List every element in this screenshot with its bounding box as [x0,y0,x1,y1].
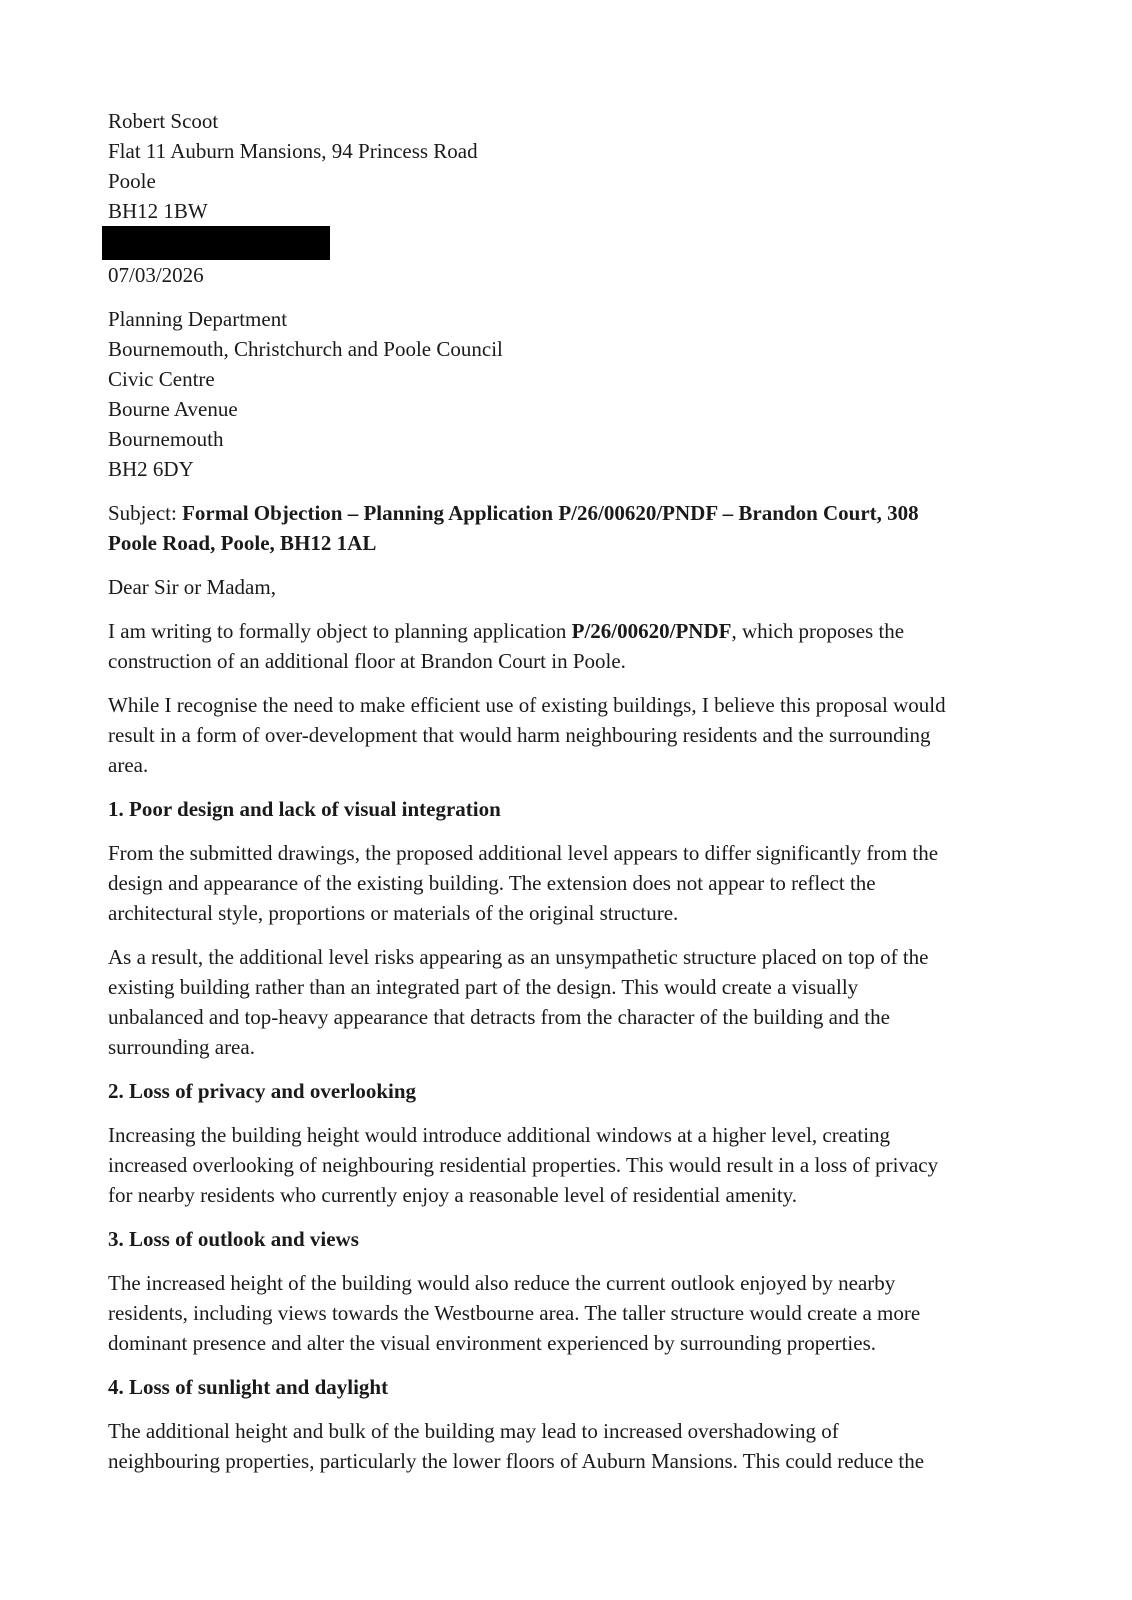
recipient-street: Bourne Avenue [108,397,238,421]
paragraph-line: Increasing the building height would introduce additional windows at a higher level, creating [108,1123,891,1147]
salutation: Dear Sir or Madam, [108,575,276,599]
intro-text-pre: I am writing to formally object to planning application [108,619,572,643]
paragraph-line: existing building rather than an integrated part of the design. This would create a visually [108,975,859,999]
intro-text-post: , which proposes the [731,619,905,643]
paragraph-line: surrounding area. [108,1035,255,1059]
section-paragraph [108,942,1026,1062]
application-reference: P/26/00620/PNDF [571,619,732,643]
section-heading-sunlight: 4. Loss of sunlight and daylight [108,1375,389,1399]
paragraph-line: As a result, the additional level risks appearing as an unsympathetic structure placed on top of the [108,945,929,969]
section-paragraph [108,838,1026,928]
paragraph-line: area. [108,753,149,777]
letter-date: 07/03/2026 [108,263,204,287]
sender-address [108,106,1026,226]
recipient-building: Civic Centre [108,367,215,391]
paragraph-line: for nearby residents who currently enjoy a reasonable level of residential amenity. [108,1183,798,1207]
section-paragraph [108,1416,1026,1476]
recipient-department: Planning Department [108,307,288,331]
section-heading-privacy: 2. Loss of privacy and overlooking [108,1079,417,1103]
recipient-council: Bournemouth, Christchurch and Poole Council [108,337,503,361]
redaction-bar [102,226,330,260]
paragraph-line: The additional height and bulk of the building may lead to increased overshadowing of [108,1419,839,1443]
intro-text-line2: construction of an additional floor at Brandon Court in Poole. [108,649,626,673]
intro-paragraph [108,616,1026,676]
section-paragraph [108,1268,1026,1358]
paragraph-line: design and appearance of the existing building. The extension does not appear to reflect the [108,871,876,895]
recipient-town: Bournemouth [108,427,224,451]
recipient-address [108,304,1026,484]
paragraph-line: The increased height of the building would also reduce the current outlook enjoyed by nearby [108,1271,896,1295]
paragraph-line: From the submitted drawings, the proposed additional level appears to differ significantly from the [108,841,939,865]
letter-body [108,106,1026,1476]
paragraph-line: neighbouring properties, particularly the lower floors of Auburn Mansions. This could reduce the [108,1449,925,1473]
paragraph-line: dominant presence and alter the visual environment experienced by surrounding properties. [108,1331,876,1355]
sender-address-line: Flat 11 Auburn Mansions, 94 Princess Road [108,139,478,163]
subject-text-1: Formal Objection – Planning Application P/26/00620/PNDF – Brandon Court, 308 [182,501,919,525]
subject-text-2: Poole Road, Poole, BH12 1AL [108,531,377,555]
paragraph-line: residents, including views towards the Westbourne area. The taller structure would create a more [108,1301,921,1325]
section-heading-outlook: 3. Loss of outlook and views [108,1227,359,1251]
paragraph-line: While I recognise the need to make efficient use of existing buildings, I believe this proposal would [108,693,946,717]
paragraph-line: result in a form of over-development that would harm neighbouring residents and the surrounding [108,723,931,747]
paragraph-line: increased overlooking of neighbouring residential properties. This would result in a loss of privacy [108,1153,939,1177]
section-heading-design: 1. Poor design and lack of visual integration [108,797,501,821]
paragraph-line: unbalanced and top-heavy appearance that detracts from the character of the building and the [108,1005,890,1029]
recognise-paragraph [108,690,1026,780]
subject-label: Subject: [108,501,183,525]
subject-line [108,498,1026,558]
sender-postcode: BH12 1BW [108,199,208,223]
section-paragraph [108,1120,1026,1210]
recipient-postcode: BH2 6DY [108,457,194,481]
sender-name: Robert Scoot [108,109,219,133]
paragraph-line: architectural style, proportions or materials of the original structure. [108,901,679,925]
sender-town: Poole [108,169,156,193]
